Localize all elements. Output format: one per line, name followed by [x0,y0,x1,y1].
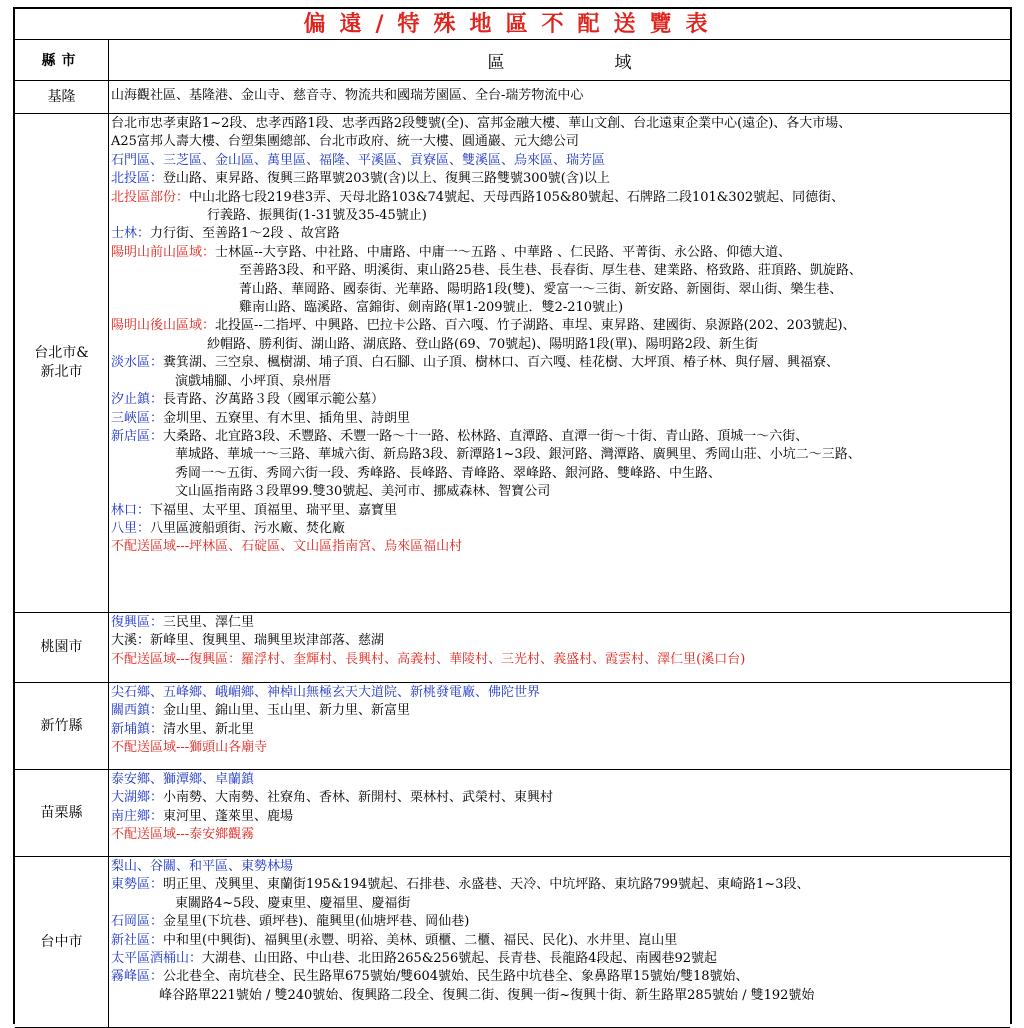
area-line [111,950,1010,968]
area-text: 陽明山後山區域： [111,318,216,334]
area-text: 太平區酒桶山： [111,951,203,967]
area-line [111,789,1010,807]
area-text: 登山路、東昇路、復興三路單號203號(含)以上、復興三路雙號300號(含)以上 [163,171,610,187]
area-line [111,446,1010,464]
area-text: 山海觀社區、基隆港、金山寺、慈音寺、物流共和國瑞芳園區、全台-瑞芳物流中心 [111,88,584,103]
area-line [111,913,1010,931]
county-cell: 台北市& 新北市 [15,114,109,612]
area-line [111,87,1010,105]
county-cell: 苗栗縣 [15,770,109,856]
area-text: 東勢區： [111,877,164,893]
area-text: 中和里(中興街)、福興里(永豐、明裕、美林、頭櫃、二櫃、福民、民化)、水井里、崑山里 [163,932,678,948]
area-line [111,826,1010,844]
area-line [111,428,1010,446]
area-line [111,771,1010,789]
area-text: 復興區： [111,615,164,630]
area-text: 行義路、振興街(1-31號及35-45號止) [207,208,427,224]
area-text: 清水里、新北里 [163,721,255,737]
area-text: 紗帽路、勝利街、湖山路、湖底路、登山路(69、70號起)、陽明路1段(單)、陽明路2段、新生街 [207,336,758,352]
area-text: 金星里(下坑巷、頭坪巷)、龍興里(仙塘坪巷、岡仙巷) [163,914,470,930]
area-text: 泰安鄉、獅潭鄉、卓蘭鎮 [111,772,255,787]
area-text: 至善路3段、和平路、明溪街、東山路25巷、長生巷、長春街、厚生巷、建業路、格致路、莊頂路、凱旋路、 [239,263,862,279]
area-line [111,133,1010,151]
area-text: 林口： [111,502,151,518]
area-text: 北投區部份： [111,189,190,205]
area-line [111,808,1010,826]
region-row [15,114,1010,613]
area-text: 大桑路、北宜路3段、禾豐路、禾豐一路～十一路、松林路、直潭路、直潭一街～十街、青山路、頂城一～六街、 [163,428,809,444]
area-text: 三民里、澤仁里 [163,615,255,630]
area-text: 不配送區域---泰安鄉觀霧 [111,827,255,843]
area-line [111,651,1010,669]
table-title: 偏遠/特殊地區不配送覽表 [15,9,1010,40]
area-text: 關西鎮： [111,703,164,719]
area-cell [109,683,1010,769]
county-cell: 基隆 [15,81,109,113]
area-line [111,987,1010,1005]
area-line [111,721,1010,739]
area-line [111,895,1010,913]
area-line [111,391,1010,409]
area-text: 新社區： [111,932,164,948]
area-text: 大湖鄉： [111,790,164,806]
area-line [111,684,1010,702]
area-line [111,115,1010,133]
area-column-header: 區域 [487,52,742,73]
area-line [111,189,1010,207]
area-text: 八里區渡船頭街、污水廠、焚化廠 [150,520,346,536]
area-cell [109,114,1010,612]
county-cell: 台中市 [15,857,109,1027]
area-line [111,299,1010,317]
table-header-row [15,40,1010,81]
area-text: 八里： [111,520,151,536]
county-cell: 新竹縣 [15,683,109,769]
area-text: 士林區--大亨路、中社路、中庸路、中庸一～五路 、中華路 、仁民路、平菁街、永公路、仰德大道、 [215,244,792,260]
area-text: 不配送區域---復興區：羅浮村、奎輝村、長興村、高義村、華陵村、三光村、義盛村、霞雲村、澤仁里(溪口台) [111,651,746,667]
area-line [111,702,1010,720]
area-text: 石岡區： [111,914,164,930]
area-text: 雞南山路、臨溪路、富錦街、劍南路(單1-209號止．雙2-210號止) [239,300,624,316]
area-text: 金山里、錦山里、玉山里、新力里、新富里 [163,703,411,719]
area-text: 下福里、太平里、頂福里、瑞平里、嘉寶里 [150,502,398,518]
area-text: 北投區--二指坪、中興路、巴拉卡公路、百六嘎、竹子湖路、車埕、東昇路、建國街、泉源路(202、203號起)、 [215,318,856,334]
area-line [111,281,1010,299]
area-line [111,739,1010,757]
area-text: 峰谷路單221號始 / 雙240號始、復興路二段全、復興二街、復興一街~復興十街、新生路單285號始 / 雙192號始 [159,987,815,1003]
area-text: 大溪：新峰里、復興里、瑞興里崁津部落、慈湖 [111,633,385,649]
area-text: 北投區： [111,171,164,187]
area-line [111,225,1010,243]
area-line [111,354,1010,372]
region-row [15,613,1010,683]
area-line [111,317,1010,335]
area-line [111,968,1010,986]
area-line [111,502,1010,520]
area-line [111,538,1010,556]
area-text: 汐止鎮： [111,392,164,408]
area-cell [109,770,1010,856]
area-text: 梨山、谷關、和平區、東勢林場 [111,859,294,874]
area-text: 石門區、三芝區、金山區、萬里區、福隆、平溪區、貢寮區、雙溪區、烏來區、瑞芳區 [111,152,606,168]
area-text: 東關路4~5段、慶東里、慶福里、慶福街 [175,895,411,911]
region-row [15,857,1010,1028]
area-text: 力行街、至善路1～2段 、故宮路 [150,226,340,242]
area-text: 金圳里、五寮里、有木里、插角里、詩朗里 [163,410,411,426]
area-line [111,410,1010,428]
area-line [111,465,1010,483]
area-text: 新埔鎮： [111,721,164,737]
area-cell [109,857,1010,1027]
area-line [111,858,1010,876]
area-text: 三峽區： [111,410,164,426]
area-line [111,170,1010,188]
distribution-table [13,7,1012,1024]
region-row [15,683,1010,770]
area-text: 菁山路、華岡路、國泰街、光華路、陽明路1段(雙)、愛富一～三街、新安路、新園街、翠山街、樂生巷、 [239,281,843,297]
area-text: 台北市忠孝東路1~2段、忠孝西路1段、忠孝西路2段雙號(全)、富邦金融大樓、華山文創、台北遠東企業中心(遠企)、各大市場、 [111,116,852,131]
area-text: 淡水區： [111,355,164,371]
area-cell [109,613,1010,682]
area-text: 演戲埔腳、小坪頂、泉州厝 [175,373,332,389]
area-text: 糞箕湖、三空泉、楓樹湖、埔子頂、白石腳、山子頂、樹林口、百六嘎、桂花樹、大坪頂、椿子林、與仔層、興福寮、 [163,355,840,371]
region-row [15,81,1010,114]
area-line [111,520,1010,538]
county-column-header: 縣市 [15,40,109,80]
area-text: 文山區指南路３段單99.雙30號起、美河市、挪威森林、智寶公司 [175,484,551,500]
area-text: 大湖巷、山田路、中山巷、北田路265&256號起、長青巷、長龍路4段起、南國巷92號起 [202,951,718,967]
area-text: 秀岡一～五街、秀岡六街一段、秀峰路、長峰路、青峰路、翠峰路、銀河路、雙峰路、中生路、 [175,465,722,481]
area-text: A25富邦人壽大樓、台塑集團總部、台北市政府、統一大樓、圓通巖、元大總公司 [111,134,579,150]
area-text: 士林： [111,226,151,242]
area-line [111,876,1010,894]
area-line [111,152,1010,170]
area-text: 長青路、汐萬路３段（國軍示範公墓） [163,392,385,408]
area-line [111,632,1010,650]
area-line [111,262,1010,280]
area-text: 霧峰區： [111,969,164,985]
area-line [111,336,1010,354]
area-text: 不配送區域---獅頭山各廟寺 [111,740,268,756]
area-text: 陽明山前山區域： [111,244,216,260]
region-row [15,770,1010,857]
area-line [111,483,1010,501]
area-line [111,373,1010,391]
area-text: 不配送區域---坪林區、石碇區、文山區指南宮、烏來區福山村 [111,539,463,555]
area-line [111,614,1010,632]
area-text: 華城路、華城一～三路、華城六街、新烏路3段、新潭路1~3段、銀河路、灣潭路、廣興里、秀岡山莊、小坑二～三路、 [175,447,861,463]
area-line [111,244,1010,262]
county-cell: 桃園市 [15,613,109,682]
area-text: 小南勢、大南勢、社寮角、香林、新開村、栗林村、武榮村、東興村 [163,790,554,806]
area-cell [109,81,1010,113]
area-line [111,207,1010,225]
area-text: 南庄鄉： [111,808,164,824]
area-text: 新店區： [111,428,164,444]
area-text: 東河里、蓬萊里、鹿場 [163,808,294,824]
area-text: 公北巷全、南坑巷全、民生路單675號始/雙604號始、民生路中坑巷全、象鼻路單15號始/雙18號始、 [163,969,749,985]
area-text: 中山北路七段219巷3弄、天母北路103&74號起、天母西路105&80號起、石牌路二段101&302號起、同德街、 [189,189,845,205]
area-text: 明正里、茂興里、東蘭街195&194號起、石排巷、永盛巷、天冷、中坑坪路、東坑路799號起、東崎路1~3段、 [163,877,810,893]
area-line [111,932,1010,950]
table-body [15,81,1010,1028]
area-text: 尖石鄉、五峰鄉、峨嵋鄉、神棹山無極玄天大道院、新桃發電廠、佛陀世界 [111,685,541,700]
